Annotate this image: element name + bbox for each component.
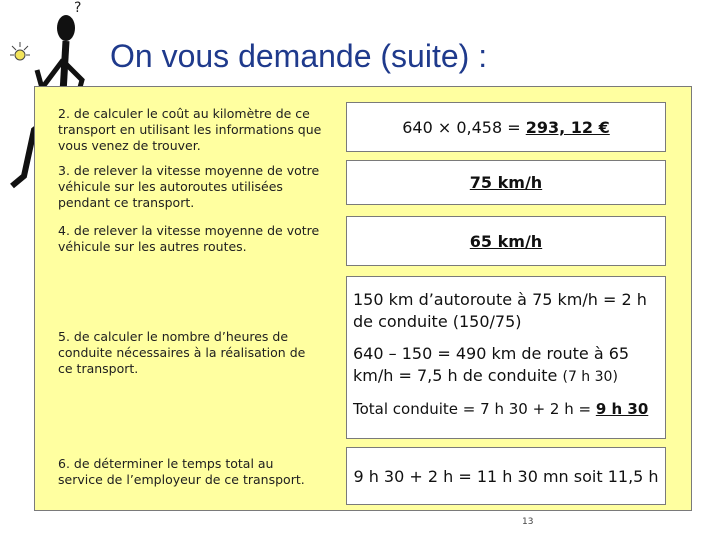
answer-driving-hours bbox=[346, 276, 666, 439]
answer-total-driving-result: 9 h 30 bbox=[595, 400, 649, 418]
question-3: 3. de relever la vitesse moyenne de votre véhicule sur les autoroutes utilisées pendant ce transport. bbox=[58, 163, 320, 210]
answer-road-speed-value: 65 km/h bbox=[469, 231, 543, 251]
question-4: 4. de relever la vitesse moyenne de votre véhicule sur les autres routes. bbox=[58, 223, 320, 254]
answer-highway-speed-value: 75 km/h bbox=[469, 173, 543, 192]
answer-road-speed bbox=[346, 216, 666, 266]
answer-road-hours bbox=[353, 343, 657, 388]
question-6: 6. de déterminer le temps total au service de l’employeur de ce transport. bbox=[58, 456, 305, 487]
answer-highway-hours: 150 km d’autoroute à 75 km/h = 2 h de conduite (150/75) bbox=[353, 290, 647, 331]
answer-cost-calc: 640 × 0,458 = bbox=[402, 117, 521, 137]
answer-total-service-time bbox=[346, 447, 666, 505]
answer-total-driving bbox=[353, 398, 657, 420]
answer-road-hours-note: (7 h 30) bbox=[562, 369, 618, 385]
page-title: On vous demande (suite) : bbox=[110, 38, 488, 74]
answer-road-hours-text: 640 – 150 = 490 km de route à 65 km/h = 7,5 h de conduite bbox=[353, 344, 630, 385]
answer-cost-result: 293, 12 € bbox=[525, 117, 610, 137]
answer-cost-per-km bbox=[346, 102, 666, 152]
page-number: 13 bbox=[522, 517, 534, 527]
question-2: 2. de calculer le coût au kilomètre de ce transport en utilisant les informations que vous venez de trouver. bbox=[58, 106, 322, 153]
answer-total-driving-text: Total conduite = 7 h 30 + 2 h = bbox=[353, 400, 596, 418]
answer-total-service-value: 9 h 30 + 2 h = 11 h 30 mn soit 11,5 h bbox=[353, 466, 659, 486]
svg-text:?: ? bbox=[74, 0, 82, 16]
question-5: 5. de calculer le nombre d’heures de conduite nécessaires à la réalisation de ce transport. bbox=[58, 329, 306, 376]
answer-highway-speed bbox=[346, 160, 666, 205]
